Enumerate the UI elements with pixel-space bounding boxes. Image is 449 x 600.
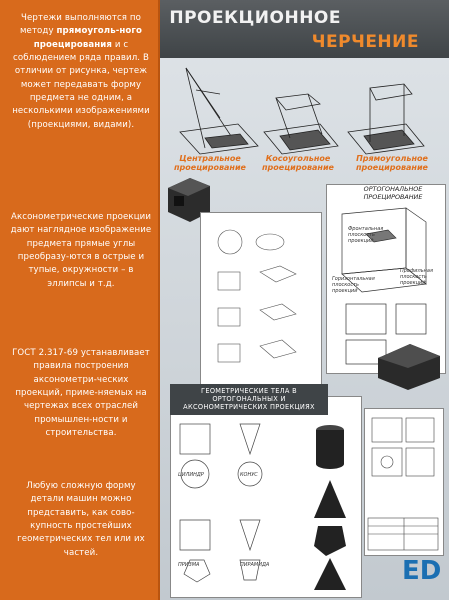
ortho-note-profile: Профильная плоскость проекций	[400, 268, 434, 286]
label-central: Центральное проецирование	[174, 154, 246, 172]
label-pyramid: ПИРАМИДА	[240, 562, 270, 568]
geometry-title: ГЕОМЕТРИЧЕСКИЕ ТЕЛА В ОРТОГОНАЛЬНЫХ И АКСОНОМЕТРИЧЕСКИХ ПРОЕКЦИЯХ	[170, 384, 328, 415]
label-cylinder: ЦИЛИНДР	[178, 472, 204, 478]
p1-text-bold: прямоуголь-ного проецирования	[33, 26, 143, 50]
ortho-title: ОРТОГОНАЛЬНОЕ ПРОЕЦИРОВАНИЕ	[363, 185, 423, 201]
label-prism: ПРИЗМА	[178, 562, 200, 568]
ortho-note-horiz: Горизонтальная плоскость проекций	[332, 276, 375, 294]
paragraph-1	[10, 12, 152, 132]
geometry-drawings	[170, 410, 360, 596]
axonometric-drawings	[200, 212, 320, 384]
label-cone: КОНУС	[240, 472, 258, 478]
label-rect: Прямоугольное проецирование	[356, 154, 428, 172]
paragraph-3: ГОСТ 2.317-69 устанавливает правила построения аксонометри-ческих проекций, приме-няемых на чертежах всех отраслей промышлен-ности и строительства.	[12, 348, 150, 438]
paragraph-4: Любую сложную форму детали машин можно представить, как сово-купность простейших геометрических тел или их частей.	[17, 481, 145, 558]
p1-text-c: и с соблюдением ряда правил. В отличии от рисунка, чертеж может передавать форму предмета не одним, а несколькими изображениями (проекциями, видами).	[12, 39, 150, 130]
technical-drawing	[364, 408, 442, 554]
label-oblique: Косоугольное проецирование	[262, 154, 334, 172]
projection-diagrams	[160, 58, 449, 158]
p1-text-a: Чертежи выполняются по методу	[19, 13, 141, 37]
part-3d-image-2	[374, 336, 444, 392]
title-line-1: ПРОЕКЦИОННОЕ	[169, 8, 341, 28]
ortho-note-front: Фронтальная плоскость проекций	[348, 226, 384, 244]
paragraph-2: Аксонометрические проекции дают наглядное изображение предмета прямые углы преобразу-ются в острые и тупые, окружности – в эллипсы и т.д.	[10, 212, 152, 289]
logo: ED	[402, 556, 442, 586]
title-line-2: ЧЕРЧЕНИЕ	[311, 32, 419, 52]
